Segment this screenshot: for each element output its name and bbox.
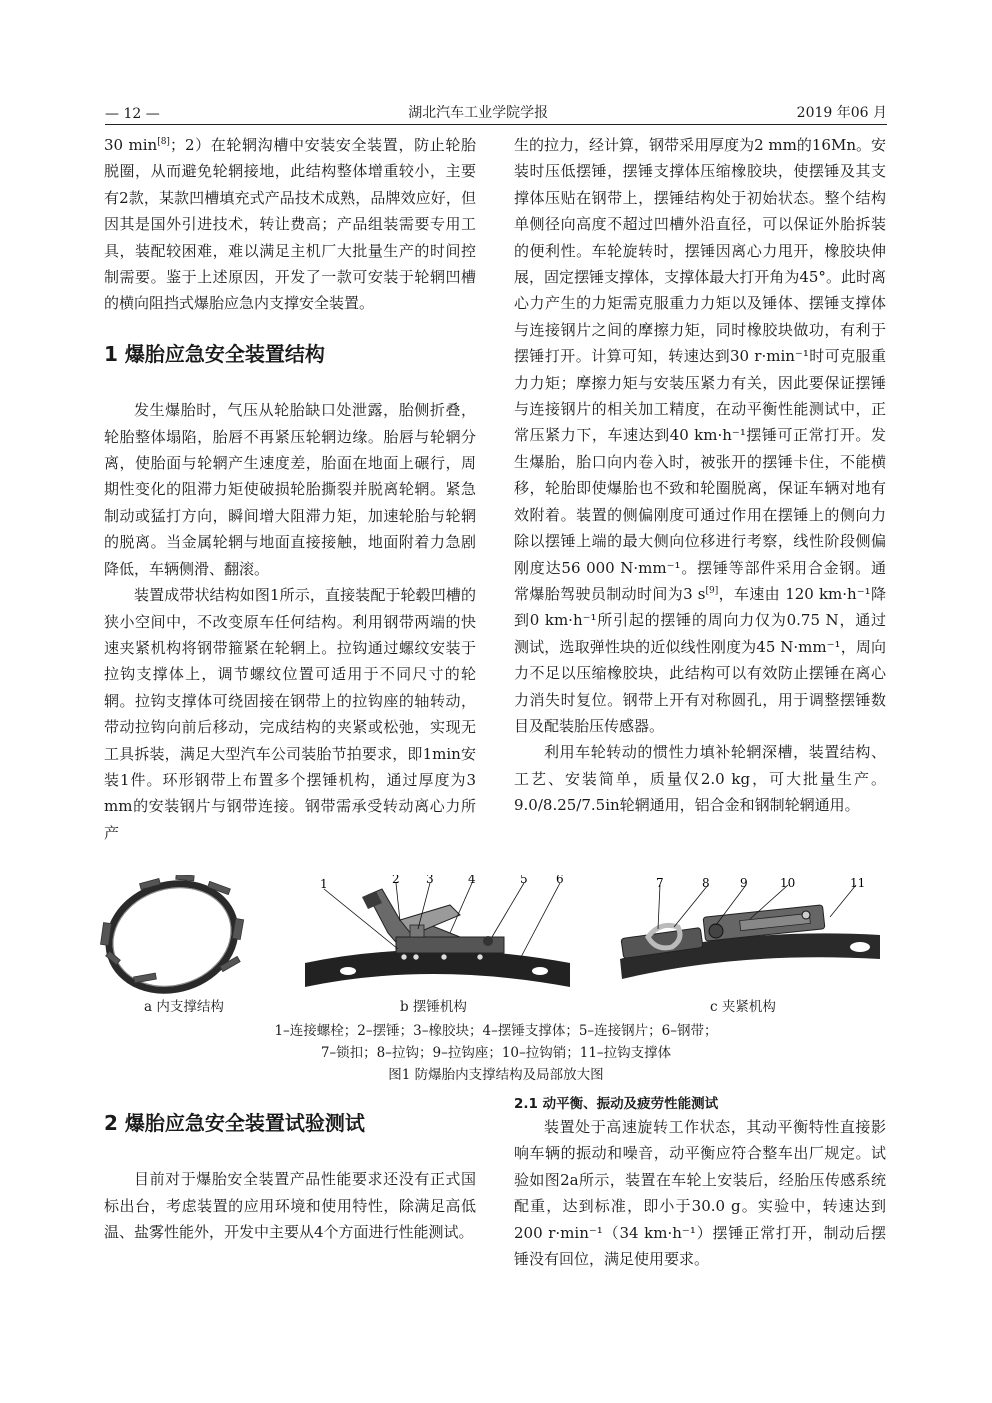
intro-paragraph: 30 min[8]；2）在轮辋沟槽中安装安全装置，防止轮胎脱圈，从而避免轮辋接地，此结构整体增重较小，主要有2款，某款凹槽填充式产品技术成熟，品牌效应好，但因其是国外引进技术，转让费高；产品组装需要专用工具，装配较困难，难以满足主机厂大批量生产的时间控制需要。鉴于上述原因，开发了一款可安装于轮辋凹槽的横向阻挡式爆胎应急内支撑安全装置。 xyxy=(104,136,476,313)
figure-caption: 图1 防爆胎内支撑结构及局部放大图 xyxy=(388,1067,604,1083)
clamping-mechanism-image xyxy=(620,876,880,979)
callout-9: 9 xyxy=(740,876,748,890)
callout-5: 5 xyxy=(520,875,528,886)
running-header xyxy=(105,100,887,122)
ring-structure-image xyxy=(100,875,249,1006)
figure-legend-line-2: 7–锁扣；8–拉钩；9–拉钩座；10–拉钩销；11–拉钩支撑体 xyxy=(320,1045,672,1061)
right-column-top xyxy=(514,132,886,819)
callout-3: 3 xyxy=(426,875,434,886)
callout-8: 8 xyxy=(702,876,710,890)
citation-9: [9] xyxy=(705,585,719,596)
page-number: — 12 — xyxy=(105,106,160,122)
figure-1 xyxy=(100,875,892,1085)
section-2-title: 2 爆胎应急安全装置试验测试 xyxy=(104,1111,365,1135)
subcaption-b: b 摆锤机构 xyxy=(400,999,467,1015)
subcaption-a: a 内支撑结构 xyxy=(144,999,224,1015)
callout-10: 10 xyxy=(780,876,796,890)
journal-title: 湖北汽车工业学院学报 xyxy=(408,105,549,121)
left-column-bottom xyxy=(104,1110,476,1246)
section-1-title: 1 爆胎应急安全装置结构 xyxy=(104,341,325,366)
figure-legend-line-1: 1–连接螺栓；2–摆锤；3–橡胶块；4–摆锤支撑体；5–连接钢片；6–钢带； xyxy=(274,1023,718,1039)
issue-date: 2019 年06 月 xyxy=(796,105,887,121)
header-rule xyxy=(105,124,887,125)
callout-11: 11 xyxy=(850,876,866,890)
right-paragraph-2: 利用车轮转动的惯性力填补轮辋深槽，装置结构、工艺、安装简单，质量仅2.0 kg，可大批量生产。9.0/8.25/7.5in轮辋通用，铝合金和钢制轮辋通用。 xyxy=(514,743,886,815)
section-2-paragraph-1: 目前对于爆胎安全装置产品性能要求还没有正式国标出台，考虑装置的应用环境和使用特性，除满足高低温、盐雾性能外，开发中主要从4个方面进行性能测试。 xyxy=(104,1170,476,1242)
right-column-bottom xyxy=(514,1114,886,1272)
figure-1-artwork xyxy=(100,875,892,1010)
callout-2: 2 xyxy=(392,875,400,886)
callout-6: 6 xyxy=(556,875,564,886)
pendulum-mechanism-image xyxy=(305,875,570,987)
section-1-paragraph-2: 装置成带状结构如图1所示，直接装配于轮毂凹槽的狭小空间中，不改变原车任何结构。利用钢带两端的快速夹紧机构将钢带箍紧在轮辋上。拉钩通过螺纹安装于拉钩支撑体上，调节螺纹位置可适用于不同尺寸的轮辋。拉钩支撑体可绕固接在钢带上的拉钩座的轴转动，带动拉钩向前后移动，完成结构的夹紧或松弛，实现无工具拆装，满足大型汽车公司装胎节拍要求，即1min安装1件。环形钢带上布置多个摆锤机构，通过厚度为3 mm的安装钢片与钢带连接。钢带需承受转动离心力所产 xyxy=(104,586,476,842)
callout-4: 4 xyxy=(468,875,476,886)
callout-1: 1 xyxy=(320,877,328,891)
subsection-2-1-title: 2.1 动平衡、振动及疲劳性能测试 xyxy=(514,1096,719,1112)
callout-7: 7 xyxy=(656,876,664,890)
citation-8: [8] xyxy=(157,137,170,147)
subcaption-c: c 夹紧机构 xyxy=(710,999,776,1015)
subsection-2-1-paragraph: 装置处于高速旋转工作状态，其动平衡特性直接影响车辆的振动和噪音，动平衡应符合整车出厂规定。试验如图2a所示，装置在车轮上安装后，经胎压传感系统配重，达到标准，即小于30.0 g。实验中，转速达到200 r·min⁻¹（34 km·h⁻¹）摆锤正常打开，制动后摆锤没有回位，满足使用要求。 xyxy=(514,1118,886,1269)
section-1-paragraph-1: 发生爆胎时，气压从轮胎缺口处泄露，胎侧折叠，轮胎整体塌陷，胎唇不再紧压轮辋边缘。胎唇与轮辋分离，使胎面与轮辋产生速度差，胎面在地面上碾行，周期性变化的阻滞力矩使破损轮胎撕裂并脱离轮辋。紧急制动或猛打方向，瞬间增大阻滞力矩，加速轮胎与轮辋的脱离。当金属轮辋与地面直接接触，地面附着力急剧降低，车辆侧滑、翻滚。 xyxy=(104,401,476,578)
left-column-top xyxy=(104,132,476,846)
right-paragraph-1: 生的拉力，经计算，钢带采用厚度为2 mm的16Mn。安装时压低摆锤，摆锤支撑体压缩橡胶块，使摆锤及其支撑体压贴在钢带上，摆锤结构处于初始状态。整个结构单侧径向高度不超过凹槽外沿直径，可以保证外胎拆装的便利性。车轮旋转时，摆锤因离心力甩开，橡胶块伸展，固定摆锤支撑体，支撑体最大打开角为45°。此时离心力产生的力矩需克服重力力矩以及锤体、摆锤支撑体与连接钢片之间的摩擦力矩，同时橡胶块做功，有利于摆锤打开。计算可知，转速达到30 r·min⁻¹时可克服重力力矩；摩擦力矩与安装压紧力有关，因此要保证摆锤与连接钢片的相关加工精度，在动平衡性能测试中，正常压紧力下，车速达到40 km·h⁻¹摆锤可正常打开。发生爆胎，胎口向内卷入时，被张开的摆锤卡住，不能横移，轮胎即使爆胎也不致和轮圈脱离，保证车辆对地有效附着。装置的侧偏刚度可通过作用在摆锤上的侧向力除以摆锤上端的最大侧向位移进行考察，线性阶段侧偏刚度达56 000 N·mm⁻¹。摆锤等部件采用合金钢。通常爆胎驾驶员制动时间为3 s[9]，车速由 120 km·h⁻¹降到0 km·h⁻¹所引起的摆锤的周向力仅为0.75 N，通过测试，选取弹性块的近似线性刚度为45 N·mm⁻¹，周向力不足以压缩橡胶块，此结构可以有效防止摆锤在离心力消失时复位。钢带上开有对称圆孔，用于调整摆锤数目及配装胎压传感器。 xyxy=(514,136,886,735)
